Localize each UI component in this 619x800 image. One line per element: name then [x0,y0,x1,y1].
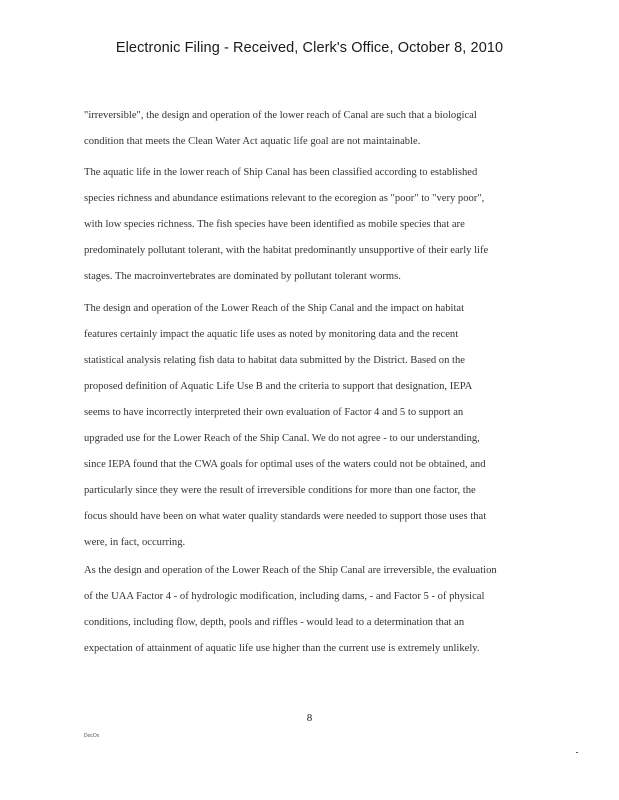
paragraph-2 [84,160,504,290]
paragraph-3 [84,296,504,556]
text-line: As the design and operation of the Lower Reach of the Ship Canal are irreversible, the evaluation [84,565,497,576]
text-line: conditions, including flow, depth, pools and riffles - would lead to a determination that an [84,617,465,628]
text-line: stages. The macroinvertebrates are dominated by pollutant tolerant worms. [84,271,401,282]
filing-header: Electronic Filing - Received, Clerk's Office, October 8, 2010 [115,40,504,56]
corner-mark [576,752,578,753]
text-line: focus should have been on what water quality standards were needed to support those uses that [84,511,487,522]
text-line: features certainly impact the aquatic life uses as noted by monitoring data and the recent [84,329,459,340]
text-line: proposed definition of Aquatic Life Use B and the criteria to support that designation, IEPA [84,381,473,392]
text-line: with low species richness. The fish species have been identified as mobile species that are [84,219,465,230]
text-line: predominately pollutant tolerant, with the habitat predominantly unsupportive of their early life [84,245,489,256]
text-line: "irreversible", the design and operation of the lower reach of Canal are such that a biological [84,110,477,121]
text-line: The aquatic life in the lower reach of Ship Canal has been classified according to established [84,167,478,178]
text-line: since IEPA found that the CWA goals for optimal uses of the waters could not be obtained, and [84,459,486,470]
text-line: The design and operation of the Lower Reach of the Ship Canal and the impact on habitat [84,303,465,314]
text-line: condition that meets the Clean Water Act aquatic life goal are not maintainable. [84,136,421,147]
text-line: upgraded use for the Lower Reach of the Ship Canal. We do not agree - to our understanding, [84,433,480,444]
text-line: species richness and abundance estimations relevant to the ecoregion as "poor" to "very poor", [84,193,485,204]
text-line: particularly since they were the result of irreversible conditions for more than one factor, the [84,485,476,496]
paragraph-4 [84,558,504,662]
text-line: were, in fact, occurring. [84,537,186,548]
text-line: of the UAA Factor 4 - of hydrologic modification, including dams, - and Factor 5 - of physical [84,591,485,602]
page-number: 8 [306,712,313,724]
text-line: expectation of attainment of aquatic life use higher than the current use is extremely unlikely. [84,643,480,654]
text-line: statistical analysis relating fish data to habitat data submitted by the District. Based on the [84,355,465,366]
text-line: seems to have incorrectly interpreted their own evaluation of Factor 4 and 5 to support an [84,407,464,418]
footer-code: DocOx [84,733,100,739]
paragraph-1 [84,103,504,155]
